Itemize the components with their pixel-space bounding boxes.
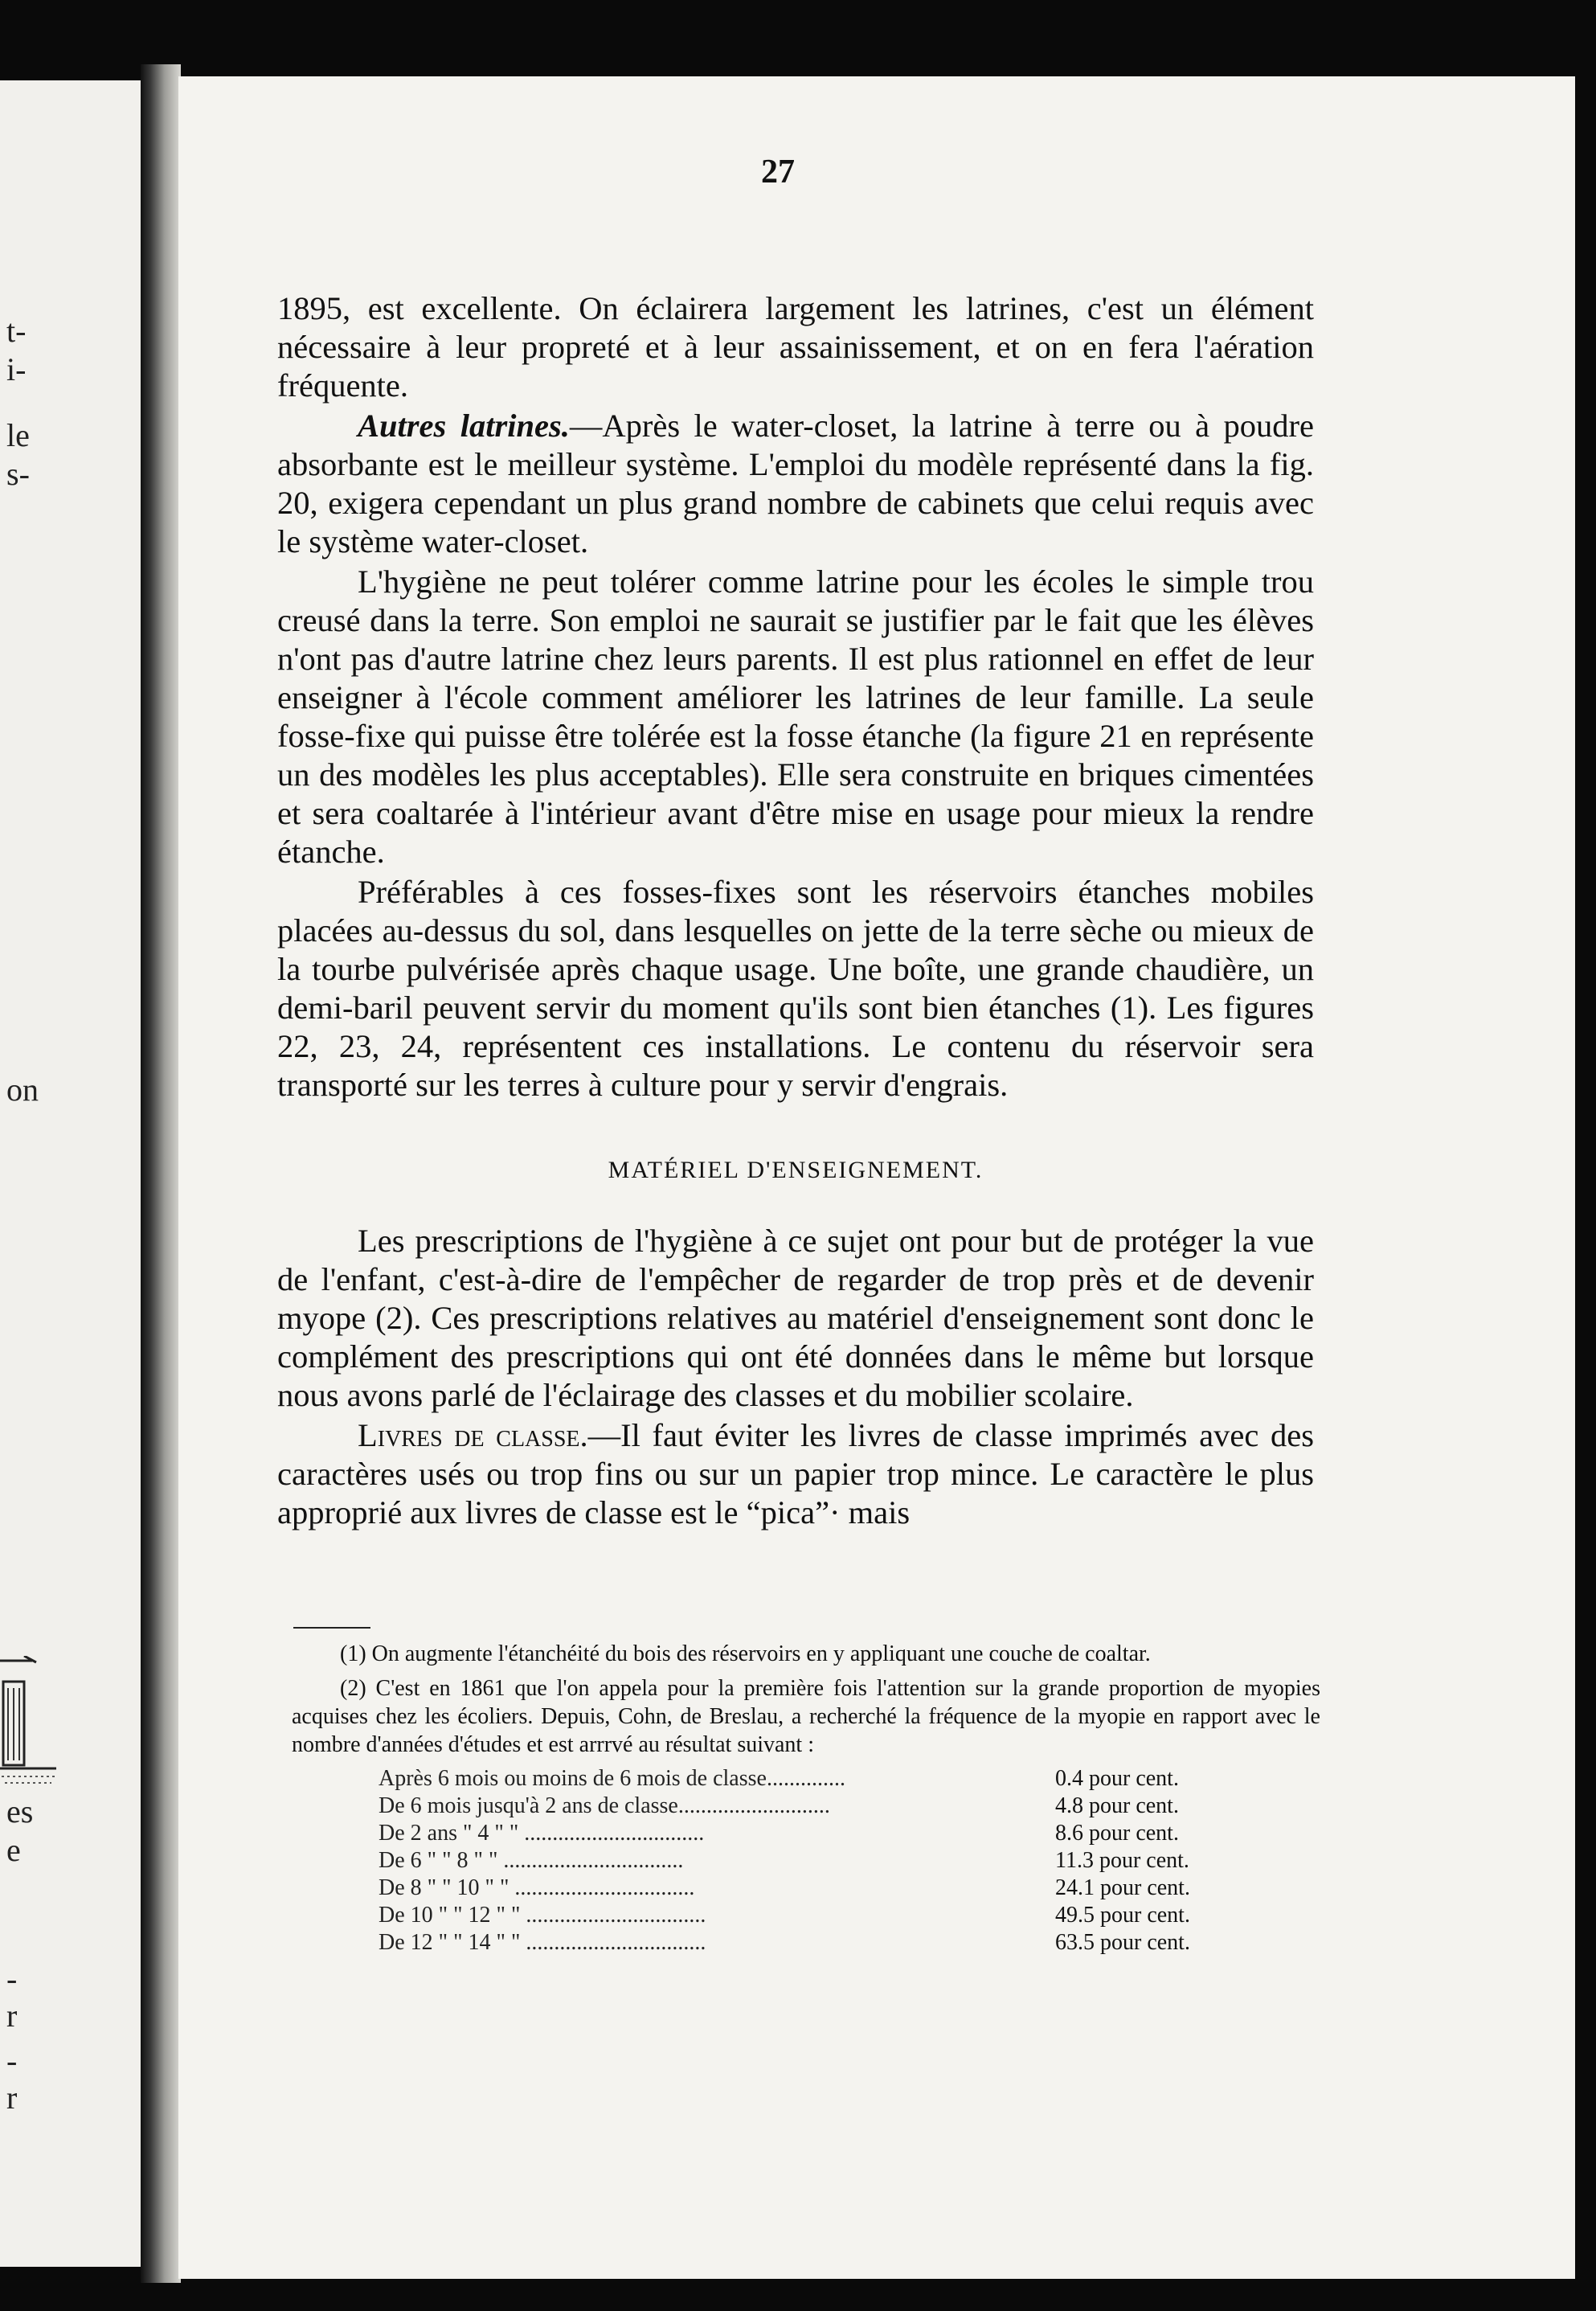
margin-fragment: - bbox=[6, 1961, 18, 1997]
paragraph: Préférables à ces fosses-fixes sont les réservoirs étanches mobiles placées au-dessus du sol, dans lesquelles on jette de la terre sèche ou mieux de la tourbe pulvérisée après chaque usage. Une boîte, une grande chaudière, un demi-baril peuvent servir du moment qu'ils sont bien étanches (1). Les figures 22, 23, 24, représentent ces installations. Le contenu du réservoir sera transporté sur les terres à culture pour y servir d'engrais. bbox=[277, 874, 1314, 1103]
paragraph bbox=[277, 407, 1314, 561]
margin-fragment: s- bbox=[6, 456, 30, 492]
run-in-heading: Livres de classe. bbox=[358, 1417, 588, 1453]
margin-fragment: r bbox=[6, 1998, 18, 2034]
book-binding-gutter bbox=[141, 64, 181, 2283]
margin-fragment: es bbox=[6, 1793, 34, 1830]
footnotes bbox=[292, 1640, 1320, 1957]
paragraph-text: —Après le water-closet, la latrine à terre ou à poudre absorbante est le meilleur système. L'emploi du modèle représenté dans la fig. 20, exigera cependant un plus grand nombre de cabinets que celui requis avec le système water-closet. bbox=[277, 408, 1314, 559]
table-row: Après 6 mois ou moins de 6 mois de classe.............. 0.4 pour cent. bbox=[379, 1766, 1179, 1791]
margin-fragment: e bbox=[6, 1832, 21, 1868]
margin-fragment: - bbox=[6, 2043, 18, 2079]
run-in-heading: Autres latrines. bbox=[358, 408, 570, 444]
paragraph bbox=[277, 1416, 1314, 1532]
table-row: De 12 " " 14 " " ................................ 63.5 pour cent. bbox=[379, 1930, 1190, 1955]
margin-fragment: i- bbox=[6, 351, 27, 387]
table-row: De 2 ans " 4 " " ................................ 8.6 pour cent. bbox=[379, 1821, 1179, 1846]
paragraph: 1895, est excellente. On éclairera largement les latrines, c'est un élément nécessaire à leur propreté et à leur assainissement, et on en fera l'aération fréquente. bbox=[277, 290, 1314, 404]
adjacent-page-fragment bbox=[0, 80, 141, 2267]
paragraph: Les prescriptions de l'hygiène à ce sujet ont pour but de protéger la vue de l'enfant, c'est-à-dire de l'empêcher de regarder de trop près et de devenir myope (2). Ces prescriptions relatives au matériel d'enseignement sont donc le complément des prescriptions qui ont été données dans le même but lorsque nous avons parlé de l'éclairage des classes et du mobilier scolaire. bbox=[277, 1223, 1314, 1413]
margin-fragment: le bbox=[6, 417, 30, 453]
paragraph: L'hygiène ne peut tolérer comme latrine pour les écoles le simple trou creusé dans la terre. Son emploi ne saurait se justifier par le fait que les élèves n'ont pas d'autre latrine chez leurs parents. Il est plus rationnel en effet de leur enseigner à l'école comment améliorer les latrines de leur famille. La seule fosse-fixe qui puisse être tolérée est la fosse étanche (la figure 21 en représente un des modèles les plus acceptables). Elle sera construite en briques cimentées et sera coaltarée à l'intérieur avant d'être mise en usage pour mieux la rendre étanche. bbox=[277, 563, 1314, 870]
table-row: De 6 " " 8 " " ................................ 11.3 pour cent. bbox=[379, 1848, 1189, 1873]
page-body bbox=[277, 289, 1314, 1534]
paragraph-text: —Il faut éviter les livres de classe imprimés avec des caractères usés ou trop fins ou sur un papier trop mince. Le caractère le plus approprié aux livres de classe est le “pica”· mais bbox=[277, 1417, 1314, 1530]
margin-fragment: t- bbox=[6, 313, 27, 349]
figure-fragment-drawing bbox=[0, 1656, 64, 1809]
footnote-rule bbox=[293, 1627, 370, 1629]
myopia-statistics-table bbox=[379, 1765, 1288, 1957]
margin-fragment: on bbox=[6, 1072, 39, 1108]
footnote: (1) On augmente l'étanchéité du bois des réservoirs en y appliquant une couche de coaltar. bbox=[340, 1641, 1151, 1666]
margin-fragment: r bbox=[6, 2079, 18, 2116]
section-heading: MATÉRIEL D'ENSEIGNEMENT. bbox=[608, 1157, 984, 1183]
table-row: De 6 mois jusqu'à 2 ans de classe........................... 4.8 pour cent. bbox=[379, 1793, 1179, 1818]
footnote: (2) C'est en 1861 que l'on appela pour la première fois l'attention sur la grande proportion de myopies acquises chez les écoliers. Depuis, Cohn, de Breslau, a recherché la fréquence de la myopie en rapport avec le nombre d'années d'études et est arrrvé au résultat suivant : bbox=[292, 1676, 1320, 1757]
table-row: De 8 " " 10 " " ................................ 24.1 pour cent. bbox=[379, 1875, 1190, 1900]
table-row: De 10 " " 12 " " ................................ 49.5 pour cent. bbox=[379, 1903, 1190, 1928]
page-number: 27 bbox=[761, 154, 795, 191]
